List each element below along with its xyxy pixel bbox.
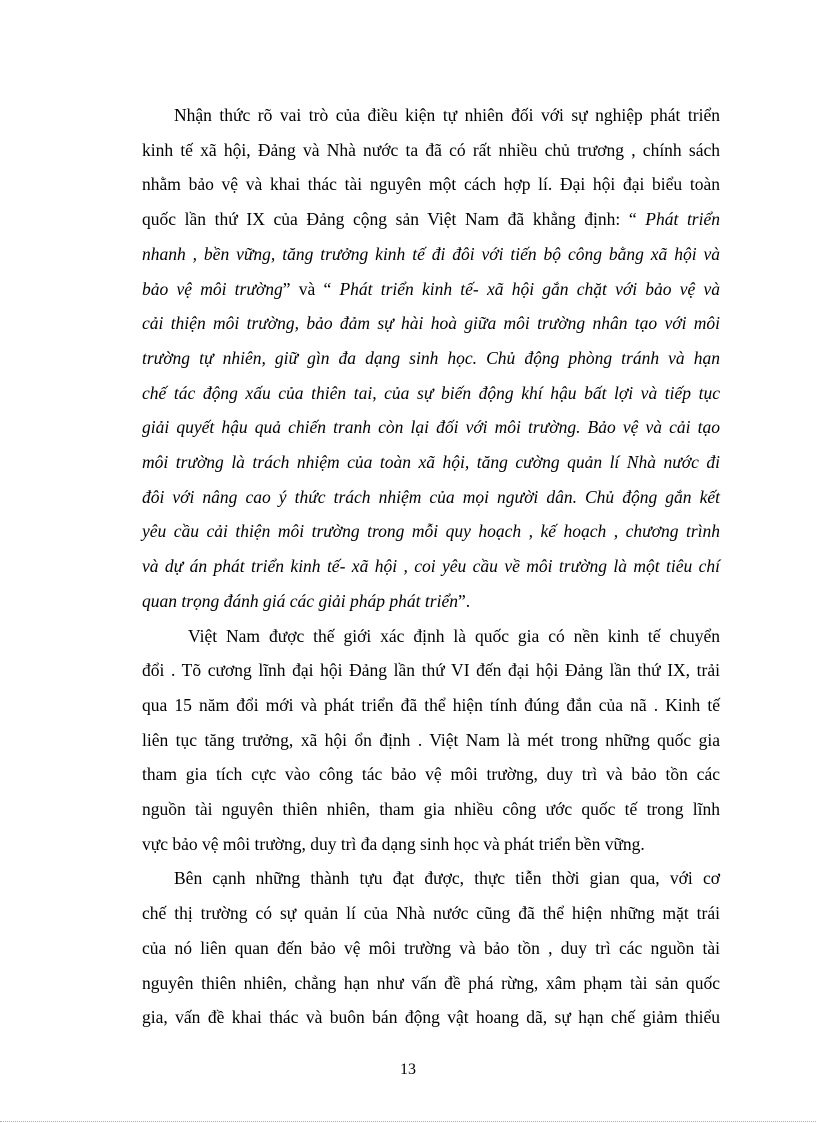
text-segment: Phát triển <box>645 209 720 229</box>
text-line: kinh tế xã hội, Đảng và Nhà nước ta đã có rất nhiều chủ trương , chính sách <box>142 140 720 160</box>
text-line: của nó liên quan đến bảo vệ môi trường và bảo tồn , duy trì các nguồn tài <box>142 938 720 958</box>
text-line: nhanh , bền vững, tăng trưởng kinh tế đi đôi với tiến bộ công bằng xã hội và <box>142 244 720 264</box>
text-line: liên tục tăng trưởng, xã hội ổn định . Việt Nam là mét trong những quốc gia <box>142 730 720 750</box>
text-line: qua 15 năm đổi mới và phát triển đã thể hiện tính đúng đắn của nã . Kinh tế <box>142 695 720 715</box>
text-line: giải quyết hậu quả chiến tranh còn lại đối với môi trường. Bảo vệ và cải tạo <box>142 417 720 437</box>
text-line: gia, vấn đề khai thác và buôn bán động vật hoang dã, sự hạn chế giảm thiểu <box>142 1007 720 1027</box>
text-line <box>142 208 720 230</box>
text-segment: ” và “ <box>282 279 340 299</box>
text-line: yêu cầu cải thiện môi trường trong mỗi quy hoạch , kế hoạch , chương trình <box>142 521 720 541</box>
text-line: nguồn tài nguyên thiên nhiên, tham gia nhiều công ước quốc tế trong lĩnh <box>142 799 720 819</box>
text-line: và dự án phát triển kinh tế- xã hội , coi yêu cầu về môi trường là một tiêu chí <box>142 556 720 576</box>
text-line: Nhận thức rõ vai trò của điều kiện tự nhiên đối với sự nghiệp phát triển <box>174 105 720 125</box>
page-number: 13 <box>400 1061 416 1078</box>
text-line: vực bảo vệ môi trường, duy trì đa dạng sinh học và phát triển bền vững. <box>142 834 645 854</box>
text-line: trường tự nhiên, giữ gìn đa dạng sinh học. Chủ động phòng tránh và hạn <box>142 348 720 368</box>
text-line: Bên cạnh những thành tựu đạt được, thực tiễn thời gian qua, với cơ <box>174 868 720 888</box>
text-line: Việt Nam được thế giới xác định là quốc gia có nền kinh tế chuyển <box>188 626 720 646</box>
text-segment: quan trọng đánh giá các giải pháp phát triển <box>142 591 458 611</box>
text-line <box>142 590 720 612</box>
text-segment: bảo vệ môi trường <box>142 279 283 299</box>
text-line: chế tác động xấu của thiên tai, của sự biến động khí hậu bất lợi và tiếp tục <box>142 383 720 403</box>
text-line: nhằm bảo vệ và khai thác tài nguyên một cách hợp lí. Đại hội đại biểu toàn <box>142 174 720 194</box>
text-segment: ”. <box>457 591 471 611</box>
text-line: đôi với nâng cao ý thức trách nhiệm của mọi người dân. Chủ động gắn kết <box>142 487 720 507</box>
text-line: cải thiện môi trường, bảo đảm sự hài hoà giữa môi trường nhân tạo với môi <box>142 313 720 333</box>
text-line: tham gia tích cực vào công tác bảo vệ môi trường, duy trì và bảo tồn các <box>142 764 720 784</box>
text-line <box>142 278 720 300</box>
text-line: nguyên thiên nhiên, chẳng hạn như vấn đề phá rừng, xâm phạm tài sản quốc <box>142 973 720 993</box>
page-bottom-rule <box>0 1121 816 1122</box>
text-line: môi trường là trách nhiệm của toàn xã hội, tăng cường quản lí Nhà nước đi <box>142 452 720 472</box>
text-segment: quốc lần thứ IX của Đảng cộng sản Việt Nam đã khẳng định: “ <box>142 209 646 229</box>
text-line: chế thị trường có sự quản lí của Nhà nước cũng đã thể hiện những mặt trái <box>142 903 720 923</box>
text-line: đổi . Tõ cương lĩnh đại hội Đảng lần thứ VI đến đại hội Đảng lần thứ IX, trải <box>142 660 720 680</box>
text-segment: Phát triển kinh tế- xã hội gắn chặt với bảo vệ và <box>339 279 720 299</box>
